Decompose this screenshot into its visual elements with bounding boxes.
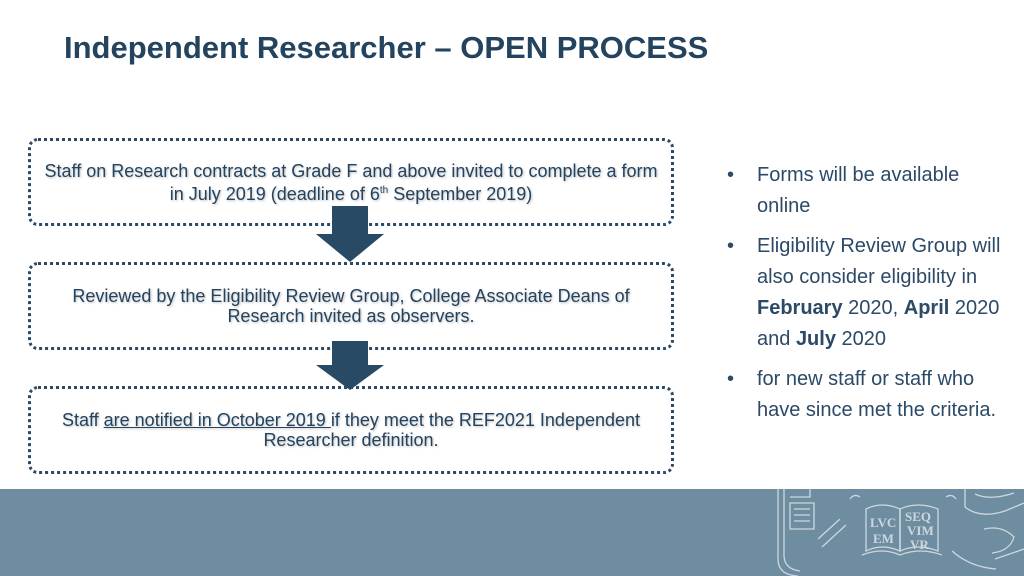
step3-underlined-text: are notified in October 2019 xyxy=(103,410,331,430)
bullet-text: Eligibility Review Group will also consider eligibility in xyxy=(757,235,1001,288)
bullet-marker: • xyxy=(727,235,735,257)
process-step-notify xyxy=(28,386,674,474)
bullet-item-new-staff xyxy=(727,364,1007,426)
slide-title: Independent Researcher – OPEN PROCESS xyxy=(64,30,709,65)
crest-left-book-line1: LVC xyxy=(870,515,897,530)
crest-right-book-line3: VR xyxy=(910,537,929,552)
process-step-notify-text xyxy=(43,410,659,450)
bullet-text: 2020 xyxy=(835,328,887,350)
university-crest-icon xyxy=(770,489,1024,576)
step3-text-start: Staff xyxy=(61,410,104,430)
bullet-marker: • xyxy=(727,368,735,390)
bullet-list xyxy=(727,160,1007,435)
bullet-month-july: July xyxy=(795,328,836,350)
bullet-text: for new staff or staff who have since met the criteria. xyxy=(757,368,996,421)
crest-left-book-line2: EM xyxy=(873,531,894,546)
bullet-text: 2020 and xyxy=(757,297,1000,350)
step1-ordinal-suffix: th xyxy=(379,184,389,196)
step1-text-end: September 2019) xyxy=(388,183,533,204)
bullet-text: Forms will be available online xyxy=(757,164,960,217)
bullet-month-april: April xyxy=(903,297,950,319)
crest-right-book-line2: VIM xyxy=(907,523,934,538)
crest-right-book-line1: SEQ xyxy=(905,509,932,524)
process-step-invite-text xyxy=(43,161,659,204)
bullet-month-february: February xyxy=(757,297,843,319)
bullet-item-review-dates xyxy=(727,231,1007,355)
step1-text-start: Staff on Research contracts at Grade F and above invited to complete a form in July 2019 (deadline of 6 xyxy=(44,160,658,204)
down-arrow-icon xyxy=(316,341,384,391)
bullet-marker: • xyxy=(727,164,735,186)
process-step-review xyxy=(28,262,674,350)
bullet-item-forms xyxy=(727,160,1007,222)
down-arrow-icon xyxy=(316,206,384,263)
bullet-text: 2020, xyxy=(842,297,904,319)
process-step-review-text: Reviewed by the Eligibility Review Group, College Associate Deans of Research invited as observers. xyxy=(72,286,630,326)
step3-text-end: if they meet the REF2021 Independent Researcher definition. xyxy=(263,410,641,450)
